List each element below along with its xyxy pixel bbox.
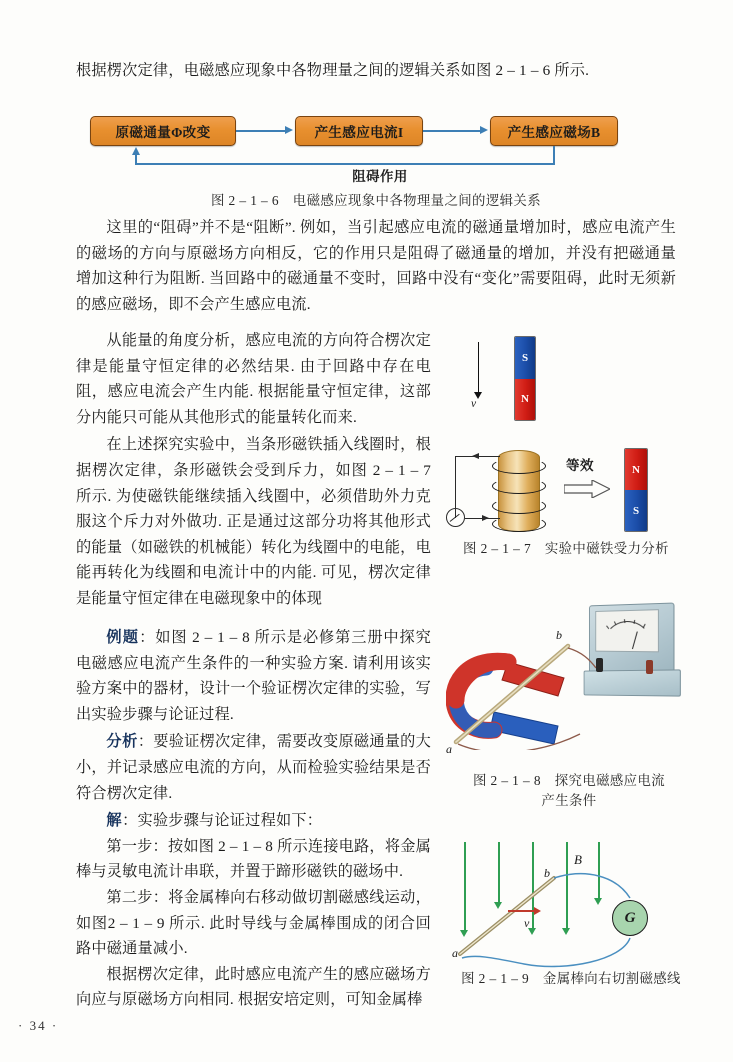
flow-arrow-2-line: [423, 130, 481, 132]
flow-box-induced-field: 产生感应磁场B: [490, 116, 618, 146]
flow-arrow-2-head: [480, 126, 488, 134]
equiv-magnet-pole-s-bottom: S: [625, 490, 647, 531]
figure-2-1-9: [446, 836, 696, 1008]
feedback-arrow-head: [132, 147, 140, 155]
intro-paragraph: 根据楞次定律，电磁感应现象中各物理量之间的逻辑关系如图 2 – 1 – 6 所示.: [76, 62, 590, 79]
paragraph-block-narrow-bottom: [76, 625, 431, 1013]
scale-tick: [606, 625, 609, 629]
coil-turn: [492, 478, 546, 494]
bar-magnet-falling: [514, 336, 536, 421]
logic-flow-diagram: [90, 108, 670, 186]
metal-rod-and-wires: [450, 638, 596, 750]
current-direction-head-top: [472, 453, 479, 459]
galvanometer-symbol: [446, 508, 465, 527]
step-2-paragraph: 第二步：将金属棒向右移动做切割磁感线运动，如图2 – 1 – 9 所示. 此时导线与金属棒围成的闭合回路中磁通量减小.: [76, 888, 431, 958]
magnet-pole-n-bottom: N: [515, 379, 535, 421]
paragraph-energy: 从能量的角度分析，感应电流的方向符合楞次定律是能量守恒定律的必然结果. 由于回路中存在电阻，感应电流会产生内能. 根据能量守恒定律，这部分内能只可能从其他形式的能量转化而来.: [76, 332, 431, 426]
galvanometer-base: [584, 669, 681, 696]
feedback-line-up: [135, 154, 137, 164]
intro-block: [76, 58, 676, 83]
flow-arrow-1-head: [285, 126, 293, 134]
page-number: · 34 ·: [18, 1018, 59, 1033]
equivalence-label: 等效: [566, 458, 594, 473]
velocity-arrow-line: [508, 910, 536, 912]
figure-2-1-7: [446, 332, 686, 564]
paragraph-experiment: 在上述探究实验中，当条形磁铁插入线圈时，根据楞次定律，条形磁铁会受到斥力，如图 2 – 1 – 7 所示. 为使磁铁能继续插入线圈中，必须借助外力克服这个斥力对外做功. 正是通过这部分功将其他形式的能量（如磁铁的机械能）转化为线圈中的电能，电能再转化为线圈和电流计中的内能. 可见，楞次定律是能量守恒定律在电磁现象中的体现: [76, 436, 431, 607]
equiv-magnet-pole-n-top: N: [625, 449, 647, 490]
current-direction-head-bottom: [482, 515, 489, 521]
velocity-arrow-line: [478, 342, 479, 394]
figure-2-1-9-caption: 图 2 – 1 – 9 金属棒向右切割磁感线: [461, 971, 681, 986]
scale-tick: [624, 619, 625, 623]
galvanometer-circle: G: [612, 900, 648, 936]
flow-box-flux-change: 原磁通量Φ改变: [90, 116, 236, 146]
field-label-B: B: [574, 852, 582, 867]
galvanometer-dial: [595, 609, 659, 652]
figure-2-1-6-caption: 图 2 – 1 – 6 电磁感应现象中各物理量之间的逻辑关系: [210, 193, 542, 208]
analysis-label: 分析: [106, 733, 138, 751]
analysis-text: ：要验证楞次定律，需要改变原磁通量的大小，并记录感应电流的方向，从而检验实验结果是否符合楞次定律.: [76, 733, 431, 802]
feedback-line-down: [553, 146, 555, 164]
scale-tick: [614, 621, 616, 625]
velocity-arrow-head-icon: [534, 907, 541, 915]
figure-2-1-7-caption: 图 2 – 1 – 7 实验中磁铁受力分析: [463, 541, 669, 556]
rod-label-b: b: [556, 628, 562, 642]
example-paragraph: [76, 625, 431, 727]
rod-label-b: b: [544, 866, 550, 880]
paragraph-hindrance: 这里的“阻碍”并不是“阻断”. 例如，当引起感应电流的磁通量增加时，感应电流产生的磁场的方向与原磁场方向相反，它的作用只是阻碍了磁通量的增加，并没有把磁通量增加这种行为阻断. 当回路中的磁通量不变时，回路中没有“变化”需要阻碍，此时无须新的感应磁场，即不会产生感应电流.: [76, 219, 676, 313]
terminal-negative: [596, 658, 603, 672]
step-3-paragraph: 根据楞次定律，此时感应电流产生的感应磁场方向应与原磁场方向相同. 根据安培定则，可知金属棒: [76, 965, 431, 1009]
coil-turn: [492, 458, 546, 474]
terminal-positive: [646, 660, 653, 674]
magnet-pole-s-top: S: [515, 337, 535, 379]
solution-paragraph: [76, 808, 431, 834]
double-arrow-icon: [564, 480, 610, 498]
velocity-label: v: [524, 916, 530, 930]
equivalent-magnet: [624, 448, 648, 532]
example-text: ：如图 2 – 1 – 8 所示是必修第三册中探究电磁感应电流产生条件的一种实验方案. 请利用该实验方案中的器材，设计一个验证楞次定律的实验，写出实验步骤与论证过程.: [76, 629, 432, 723]
feedback-line-horizontal: [135, 163, 555, 165]
feedback-label: 阻碍作用: [352, 169, 408, 184]
figure-2-1-8: [446, 600, 696, 812]
paragraph-block-wide: [76, 215, 676, 317]
figure-2-1-8-caption-line1: 图 2 – 1 – 8 探究电磁感应电流: [472, 773, 666, 788]
circuit-loop: [446, 836, 696, 976]
solution-text: ：实验步骤与论证过程如下：: [122, 812, 323, 830]
coil-turn: [492, 498, 546, 514]
solution-label: 解: [106, 812, 123, 830]
figure-2-1-8-caption-line2: 产生条件: [541, 793, 597, 808]
flow-box-induced-current: 产生感应电流I: [295, 116, 423, 146]
rod-label-a: a: [452, 946, 458, 960]
rod-label-a: a: [446, 742, 452, 756]
step-1-paragraph: 第一步：按如图 2 – 1 – 8 所示连接电路，将金属棒与灵敏电流计串联，并置于蹄形磁铁的磁场中.: [76, 837, 431, 881]
analysis-paragraph: [76, 729, 431, 806]
coil-turn: [492, 516, 546, 532]
paragraph-block-narrow-top: [76, 328, 431, 612]
flow-arrow-1-line: [236, 130, 286, 132]
velocity-label: v: [471, 398, 477, 410]
example-label: 例题: [106, 629, 140, 646]
